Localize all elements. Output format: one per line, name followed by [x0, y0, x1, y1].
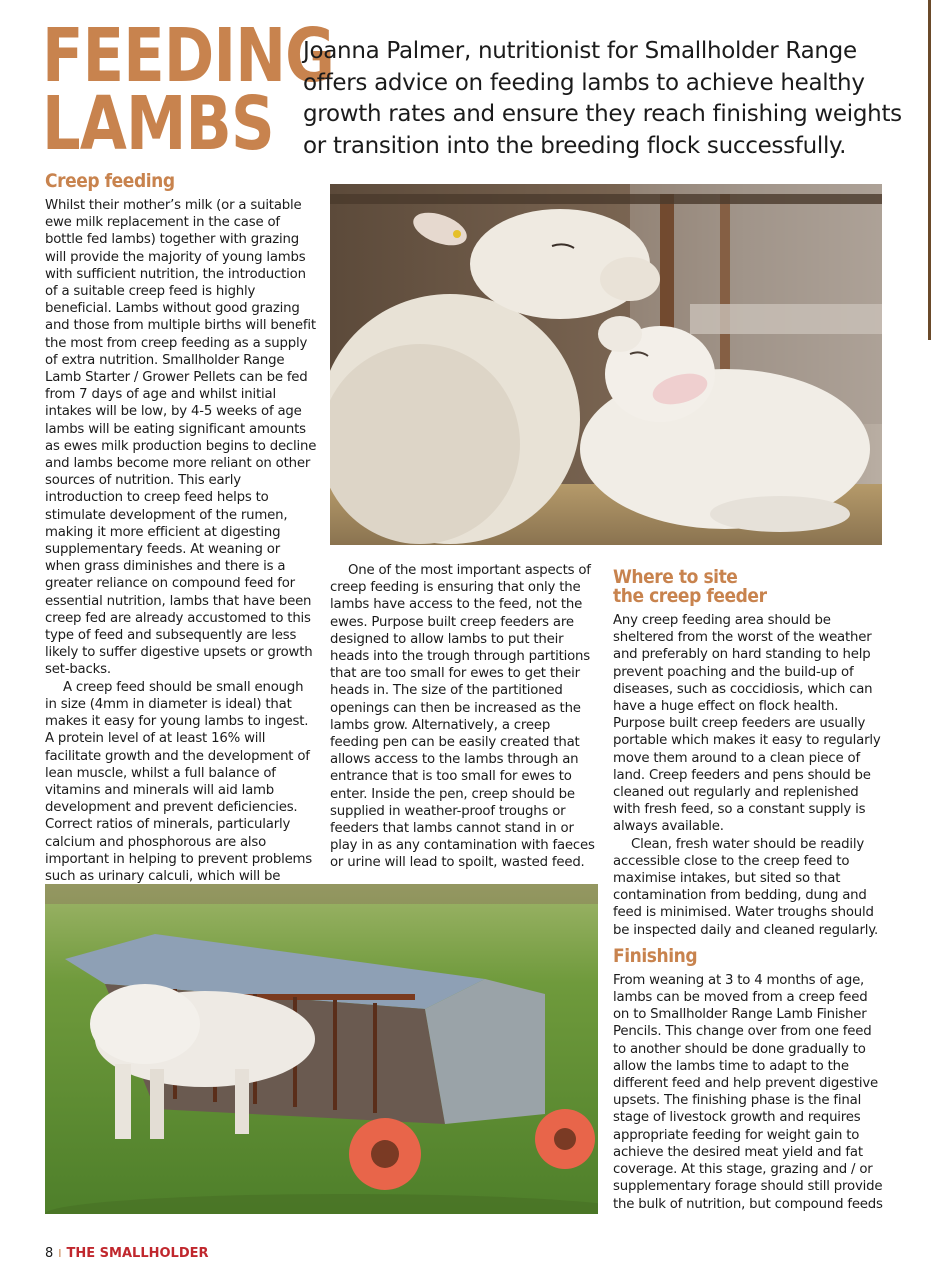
- column-2-paragraph-1: One of the most important aspects of creep feeding is ensuring that only the lambs have access to the feed, not the ewes. Purpose built creep feeders are designed to allow lambs to put their heads into the trough through partitions that are too small for ewes to get their heads in. The size of the partitioned openings can then be increased as the lambs grow. Alternatively, a creep feeding pen can be easily created that allows access to the lambs through an entrance that is too small for ewes to enter. Inside the pen, creep should be supplied in weather-proof troughs or feeders that lambs cannot stand in or play in as any contamination with faeces or urine will lead to spoilt, wasted feed.: [330, 563, 595, 871]
- finishing-paragraph-1: From weaning at 3 to 4 months of age, lambs can be moved from a creep feed on to Smallholder Range Lamb Finisher Pencils. This change over from one feed to another should be done gradually to allow the lambs time to adapt to the different feed and help prevent digestive upsets. The finishing phase is the final stage of livestock growth and requires appropriate feeding for weight gain to achieve the desired meat yield and fat coverage. At this stage, grazing and / or supplementary forage should still provide the bulk of nutrition, but compound feeds: [613, 972, 883, 1212]
- where-to-site-paragraph-1: Any creep feeding area should be sheltered from the worst of the weather and preferably on hard standing to help prevent poaching and the build-up of diseases, such as coccidiosis, which can have a huge effect on flock health. Purpose built creep feeders are usually portable which makes it easy to regularly move them around to a clean piece of land. Creep feeders and pens should be cleaned out regularly and replenished with fresh feed, so a constant supply is always available.: [613, 613, 881, 835]
- creep-feeding-paragraph-1: Whilst their mother’s milk (or a suitable ewe milk replacement in the case of bottle fed lambs) together with grazing will provide the majority of young lambs with sufficient nutrition, the introduction of a suitable creep feed is highly beneficial. Lambs without good grazing and those from multiple births will benefit the most from creep feeding as a supply of extra nutrition. Smallholder Range Lamb Starter / Grower Pellets can be fed from 7 days of age and whilst initial intakes will be low, by 4-5 weeks of age lambs will be eating significant amounts as ewes milk production begins to decline and lambs become more reliant on other sources of nutrition. This early introduction to creep feed helps to stimulate development of the rumen, making it more efficient at digesting supplementary feeds. At weaning or when grass diminishes and there is a greater reliance on compound feed for essential nutrition, lambs that have been creep fed are already accustomed to this type of feed and subsequently are less likely to suffer digestive upsets or growth set-backs.: [45, 198, 317, 678]
- page-number: 8: [45, 1246, 54, 1261]
- heading-where-to-site: [613, 568, 793, 606]
- where-to-site-paragraph-2: Clean, fresh water should be readily accessible close to the creep feed to maximise intakes, but sited so that contamination from bedding, dung and feed is minimised. Water troughs should be inspected daily and cleaned regularly.: [613, 836, 879, 938]
- photo-lamb-at-creep-feeder: [45, 884, 598, 1214]
- title-line-1: FEEDING: [42, 13, 335, 99]
- creep-feeding-paragraph-2: A creep feed should be small enough in size (4mm in diameter is ideal) that makes it easy for young lambs to ingest. A protein level of at least 16% will facilitate growth and the development of lean muscle, whilst a full balance of vitamins and minerals will aid lamb development and prevent deficiencies. Correct ratios of minerals, particularly calcium and phosphorous are also important in helping to prevent problems such as urinary calculi, which will be: [45, 679, 313, 884]
- photo-ewe-and-lamb: [330, 184, 882, 545]
- article-title: [42, 13, 335, 167]
- magazine-name: THE SMALLHOLDER: [66, 1246, 209, 1261]
- page-footer: [45, 1246, 209, 1262]
- column-3: [613, 568, 885, 1213]
- footer-separator: I: [58, 1247, 62, 1260]
- column-2: [330, 562, 602, 872]
- heading-finishing: Finishing: [613, 944, 698, 967]
- column-1: [45, 172, 317, 902]
- heading-where-to-site-line-1: Where to site: [613, 566, 738, 588]
- heading-creep-feeding: Creep feeding: [45, 170, 175, 192]
- heading-where-to-site-line-2: the creep feeder: [613, 585, 767, 607]
- title-line-2: LAMBS: [42, 81, 274, 167]
- article-standfirst: Joanna Palmer, nutritionist for Smallholder Range offers advice on feeding lambs to achieve healthy growth rates and ensure they reach finishing weights or transition into the breeding flock successfully.: [303, 38, 902, 159]
